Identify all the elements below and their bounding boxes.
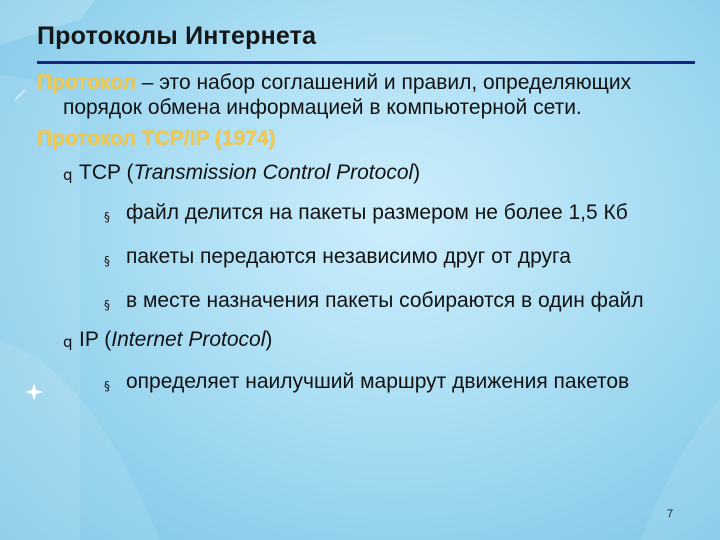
definition-term: Протокол bbox=[37, 71, 136, 94]
tcp-point-text: пакеты передаются независимо друг от друга bbox=[126, 245, 571, 268]
tcp-point-1 bbox=[104, 200, 707, 230]
definition-paragraph bbox=[37, 70, 707, 120]
definition-text: – это набор соглашений и правил, определяющих порядок обмена информацией в компьютерной сети. bbox=[63, 71, 632, 119]
section-heading-text: Протокол TCP/IP (1974) bbox=[37, 127, 276, 150]
ip-label: IP (Internet Protocol) bbox=[79, 328, 273, 351]
section-heading bbox=[37, 126, 707, 151]
ip-item bbox=[63, 327, 707, 355]
slide-title: Протоколы Интернета bbox=[37, 22, 317, 50]
tcp-point-text: в месте назначения пакеты собираются в один файл bbox=[126, 289, 644, 312]
tcp-point-2 bbox=[104, 244, 707, 274]
ip-point-1 bbox=[104, 369, 707, 399]
page-number: 7 bbox=[667, 508, 674, 520]
square-bullet-icon: § bbox=[104, 254, 110, 268]
checkbox-bullet-icon: q bbox=[63, 333, 73, 351]
square-bullet-icon: § bbox=[104, 210, 110, 224]
tcp-item bbox=[63, 160, 707, 188]
tcp-label: TCP (Transmission Control Protocol) bbox=[79, 161, 421, 184]
tcp-point-text: файл делится на пакеты размером не более 1,5 Кб bbox=[126, 201, 628, 224]
title-underline bbox=[37, 61, 695, 64]
checkbox-bullet-icon: q bbox=[63, 166, 73, 184]
slide-body bbox=[37, 70, 707, 399]
ip-point-text: определяет наилучший маршрут движения пакетов bbox=[126, 370, 630, 393]
square-bullet-icon: § bbox=[104, 298, 110, 312]
square-bullet-icon: § bbox=[104, 379, 110, 393]
tcp-point-3 bbox=[104, 288, 707, 318]
